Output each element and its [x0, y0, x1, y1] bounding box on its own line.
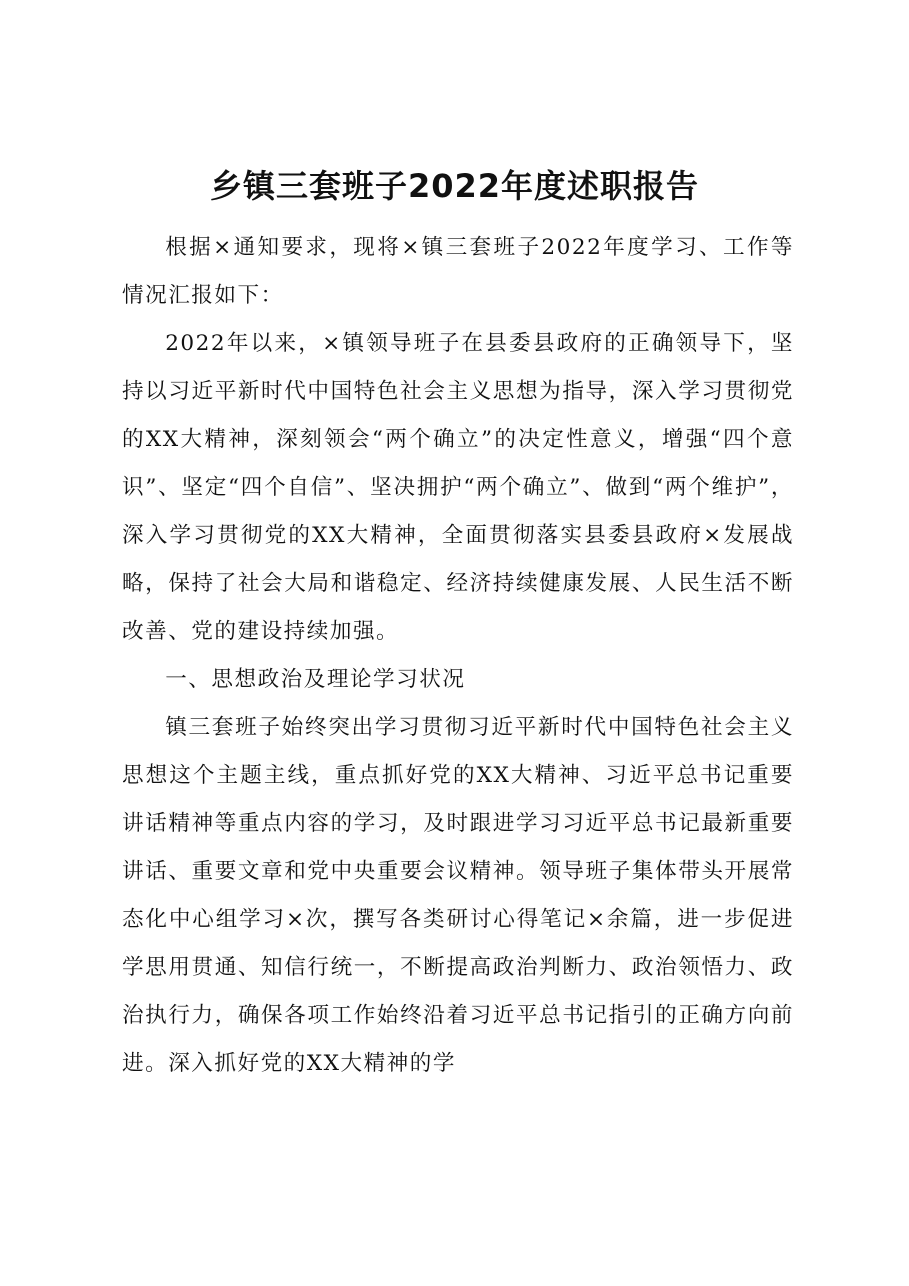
document-body: [122, 224, 794, 1088]
paragraph-intro: 根据×通知要求，现将×镇三套班子2022年度学习、工作等情况汇报如下：: [122, 235, 794, 308]
document-title: 乡镇三套班子2022年度述职报告: [209, 167, 700, 205]
section-heading-1: 一、思想政治及理论学习状况: [165, 667, 466, 692]
paragraph-overview: 2022年以来，×镇领导班子在县委县政府的正确领导下，坚持以习近平新时代中国特色社会主义思想为指导，深入学习贯彻党的XX大精神，深刻领会“两个确立”的决定性意义，增强“四个意识”、坚定“四个自信”、坚决拥护“两个确立”、做到“两个维护”，深入学习贯彻党的XX大精神，全面贯彻落实县委县政府×发展战略，保持了社会大局和谐稳定、经济持续健康发展、人民生活不断改善、党的建设持续加强。: [122, 331, 794, 644]
paragraph-study: 镇三套班子始终突出学习贯彻习近平新时代中国特色社会主义思想这个主题主线，重点抓好党的XX大精神、习近平总书记重要讲话精神等重点内容的学习，及时跟进学习习近平总书记最新重要讲话、重要文章和党中央重要会议精神。领导班子集体带头开展常态化中心组学习×次，撰写各类研讨心得笔记×余篇，进一步促进学思用贯通、知信行统一，不断提高政治判断力、政治领悟力、政治执行力，确保各项工作始终沿着习近平总书记指引的正确方向前进。深入抓好党的XX大精神的学: [122, 715, 794, 1076]
